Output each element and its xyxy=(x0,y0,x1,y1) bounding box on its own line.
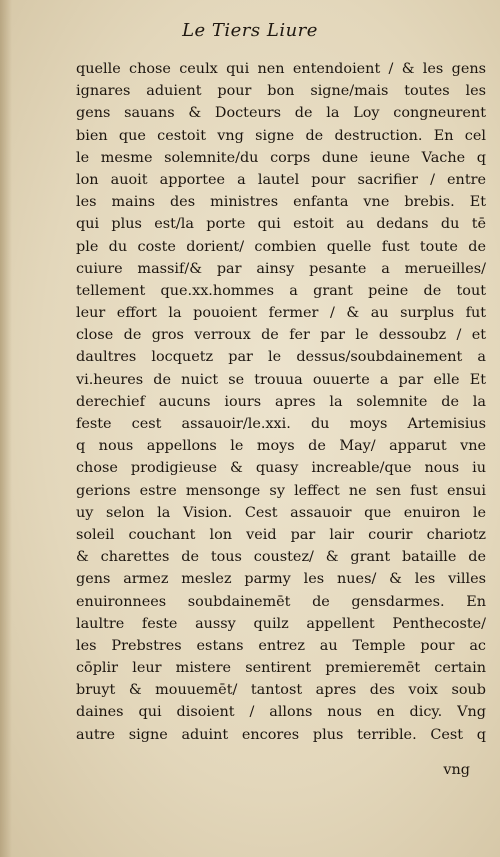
text-line: ple du coste dorient/ combien quelle fust toute de xyxy=(76,238,486,255)
text-line: gens sauans & Docteurs de la Loy congneurent xyxy=(76,105,486,122)
text-line: enuironnees soubdainemēt de gensdarmes. En xyxy=(76,593,486,610)
text-line: derechief aucuns iours apres la solemnite de la xyxy=(76,393,486,410)
text-line: autre signe aduint encores plus terrible. Cest q xyxy=(76,726,486,743)
text-line: gerions estre mensonge sy leffect ne sen fust ensui xyxy=(76,482,486,499)
text-line: ignares aduient pour bon signe/mais toutes les xyxy=(76,83,486,100)
text-line: chose prodigieuse & quasy increable/que nous iu xyxy=(76,460,486,477)
text-line: les Prebstres estans entrez au Temple pour ac xyxy=(76,637,486,654)
running-head: Le Tiers Liure xyxy=(182,20,318,41)
text-line: cōplir leur mistere sentirent premieremēt certain xyxy=(76,660,486,677)
text-line: laultre feste aussy quilz appellent Penthecoste/ xyxy=(76,615,486,632)
text-line: tellement que.xx.hommes a grant peine de tout xyxy=(76,282,486,299)
text-line: daultres locquetz par le dessus/soubdainement a xyxy=(76,349,486,366)
text-line: feste cest assauoir/le.xxi. du moys Artemisius xyxy=(76,416,486,432)
page-gutter-shadow xyxy=(0,0,12,857)
text-line: uy selon la Vision. Cest assauoir que enuiron le xyxy=(76,504,486,521)
text-line: gens armez meslez parmy les nues/ & les villes xyxy=(76,571,486,588)
text-line: les mains des ministres enfanta vne brebis. Et xyxy=(76,194,486,211)
text-line: & charettes de tous coustez/ & grant bataille de xyxy=(76,549,486,566)
text-line: leur effort la pouoient fermer / & au surplus fut xyxy=(76,305,486,322)
catchword: vng xyxy=(443,762,470,778)
text-line: bruyt & mouuemēt/ tantost apres des voix soub xyxy=(76,682,486,699)
text-line: quelle chose ceulx qui nen entendoient / & les gens xyxy=(76,61,486,77)
text-block xyxy=(76,58,486,746)
text-line: lon auoit apportee a lautel pour sacrifier / entre xyxy=(76,171,486,188)
text-line: q nous appellons le moys de May/ apparut vne xyxy=(76,438,486,455)
text-line: vi.heures de nuict se trouua ouuerte a par elle Et xyxy=(76,371,486,388)
text-line: soleil couchant lon veid par lair courir chariotz xyxy=(76,526,486,543)
text-line: bien que cestoit vng signe de destruction. En cel xyxy=(76,127,486,144)
text-line: close de gros verroux de fer par le dessoubz / et xyxy=(76,327,486,344)
text-line: daines qui disoient / allons nous en dicy. Vng xyxy=(76,704,486,721)
text-line: qui plus est/la porte qui estoit au dedans du tē xyxy=(76,216,486,233)
text-line: cuiure massif/& par ainsy pesante a merueilles/ xyxy=(76,260,486,277)
text-line: le mesme solemnite/du corps dune ieune Vache q xyxy=(76,149,486,166)
